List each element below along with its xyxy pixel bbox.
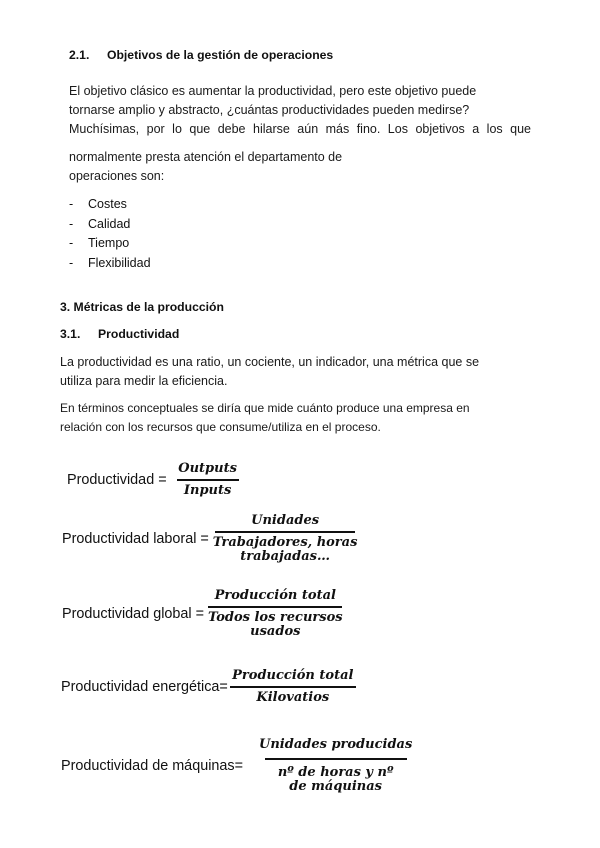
- paragraph-line: Muchísimas, por lo que debe hilarse aún más fino. Los objetivos a los que: [69, 122, 531, 136]
- formula-numerator: Producción total: [214, 588, 336, 603]
- formula-denominator: trabajadas…: [240, 549, 330, 564]
- list-item: - Calidad: [69, 215, 151, 235]
- formula-energy-productivity: [61, 669, 356, 705]
- formula-machine-productivity: [61, 738, 412, 794]
- formula-denominator: nº de horas y nº: [277, 765, 394, 780]
- objectives-paragraph: [69, 82, 531, 139]
- formula-label: Productividad de máquinas=: [61, 758, 243, 774]
- formula-fraction: [259, 738, 412, 794]
- formula-fraction: [208, 589, 343, 639]
- formula-denominator: Todos los recursos: [208, 610, 343, 625]
- section-3-1-heading: [60, 327, 179, 341]
- formula-numerator: Unidades producidas: [259, 737, 413, 752]
- formula-denominator: de máquinas: [289, 779, 383, 794]
- formula-denominator: Trabajadores, horas: [212, 535, 358, 550]
- paragraph-line: normalmente presta atención el departamento de: [69, 150, 343, 164]
- fraction-bar: [177, 479, 239, 481]
- formula-fraction: [230, 669, 356, 705]
- formula-label: Productividad global =: [62, 606, 205, 622]
- productivity-concept: [60, 399, 470, 437]
- formula-label: Productividad =: [67, 472, 167, 488]
- list-dash: -: [69, 216, 74, 231]
- formula-productivity: [67, 462, 239, 498]
- list-item: - Tiempo: [69, 234, 151, 254]
- paragraph-line: El objetivo clásico es aumentar la productividad, pero este objetivo puede: [69, 84, 477, 98]
- paragraph-line: La productividad es una ratio, un cociente, un indicador, una métrica que se: [60, 355, 480, 369]
- section-3-1-title: Productividad: [98, 327, 180, 341]
- paragraph-line: tornarse amplio y abstracto, ¿cuántas productividades pueden medirse?: [69, 103, 470, 117]
- paragraph-line: operaciones son:: [69, 169, 165, 183]
- list-dash: -: [69, 236, 74, 250]
- paragraph-line: utiliza para medir la eficiencia.: [60, 374, 228, 388]
- fraction-bar: [230, 686, 356, 688]
- list-dash: -: [69, 255, 74, 270]
- formula-numerator: Producción total: [232, 668, 354, 683]
- paragraph-line: En términos conceptuales se diría que mide cuánto produce una empresa en: [60, 401, 470, 415]
- section-2-1-number: 2.1.: [69, 48, 90, 62]
- formula-label: Productividad energética=: [61, 679, 228, 695]
- section-3-1-number: 3.1.: [60, 327, 81, 341]
- list-item: - Costes: [69, 195, 151, 215]
- formula-fraction: [177, 462, 239, 498]
- fraction-bar: [208, 606, 342, 608]
- formula-denominator: usados: [250, 624, 301, 639]
- fraction-bar: [265, 758, 407, 760]
- formula-labor-productivity: [62, 514, 357, 564]
- formula-numerator: Outputs: [178, 461, 237, 476]
- objectives-paragraph-continued: [69, 148, 531, 186]
- objectives-list: [69, 195, 151, 273]
- productivity-definition: [60, 353, 479, 391]
- formula-numerator: Unidades: [251, 513, 320, 528]
- section-2-1-title: Objetivos de la gestión de operaciones: [107, 48, 334, 62]
- formula-global-productivity: [62, 589, 343, 639]
- list-dash: -: [69, 197, 74, 211]
- formula-fraction: [213, 514, 358, 564]
- section-2-1-heading: [69, 48, 333, 62]
- section-3-heading: 3. Métricas de la producción: [60, 300, 224, 314]
- formula-label: Productividad laboral =: [62, 531, 209, 547]
- formula-denominator: Inputs: [183, 483, 232, 498]
- formula-denominator: Kilovatios: [256, 690, 330, 705]
- list-item: - Flexibilidad: [69, 254, 151, 274]
- fraction-bar: [215, 531, 355, 533]
- paragraph-line: relación con los recursos que consume/utiliza en el proceso.: [60, 420, 381, 434]
